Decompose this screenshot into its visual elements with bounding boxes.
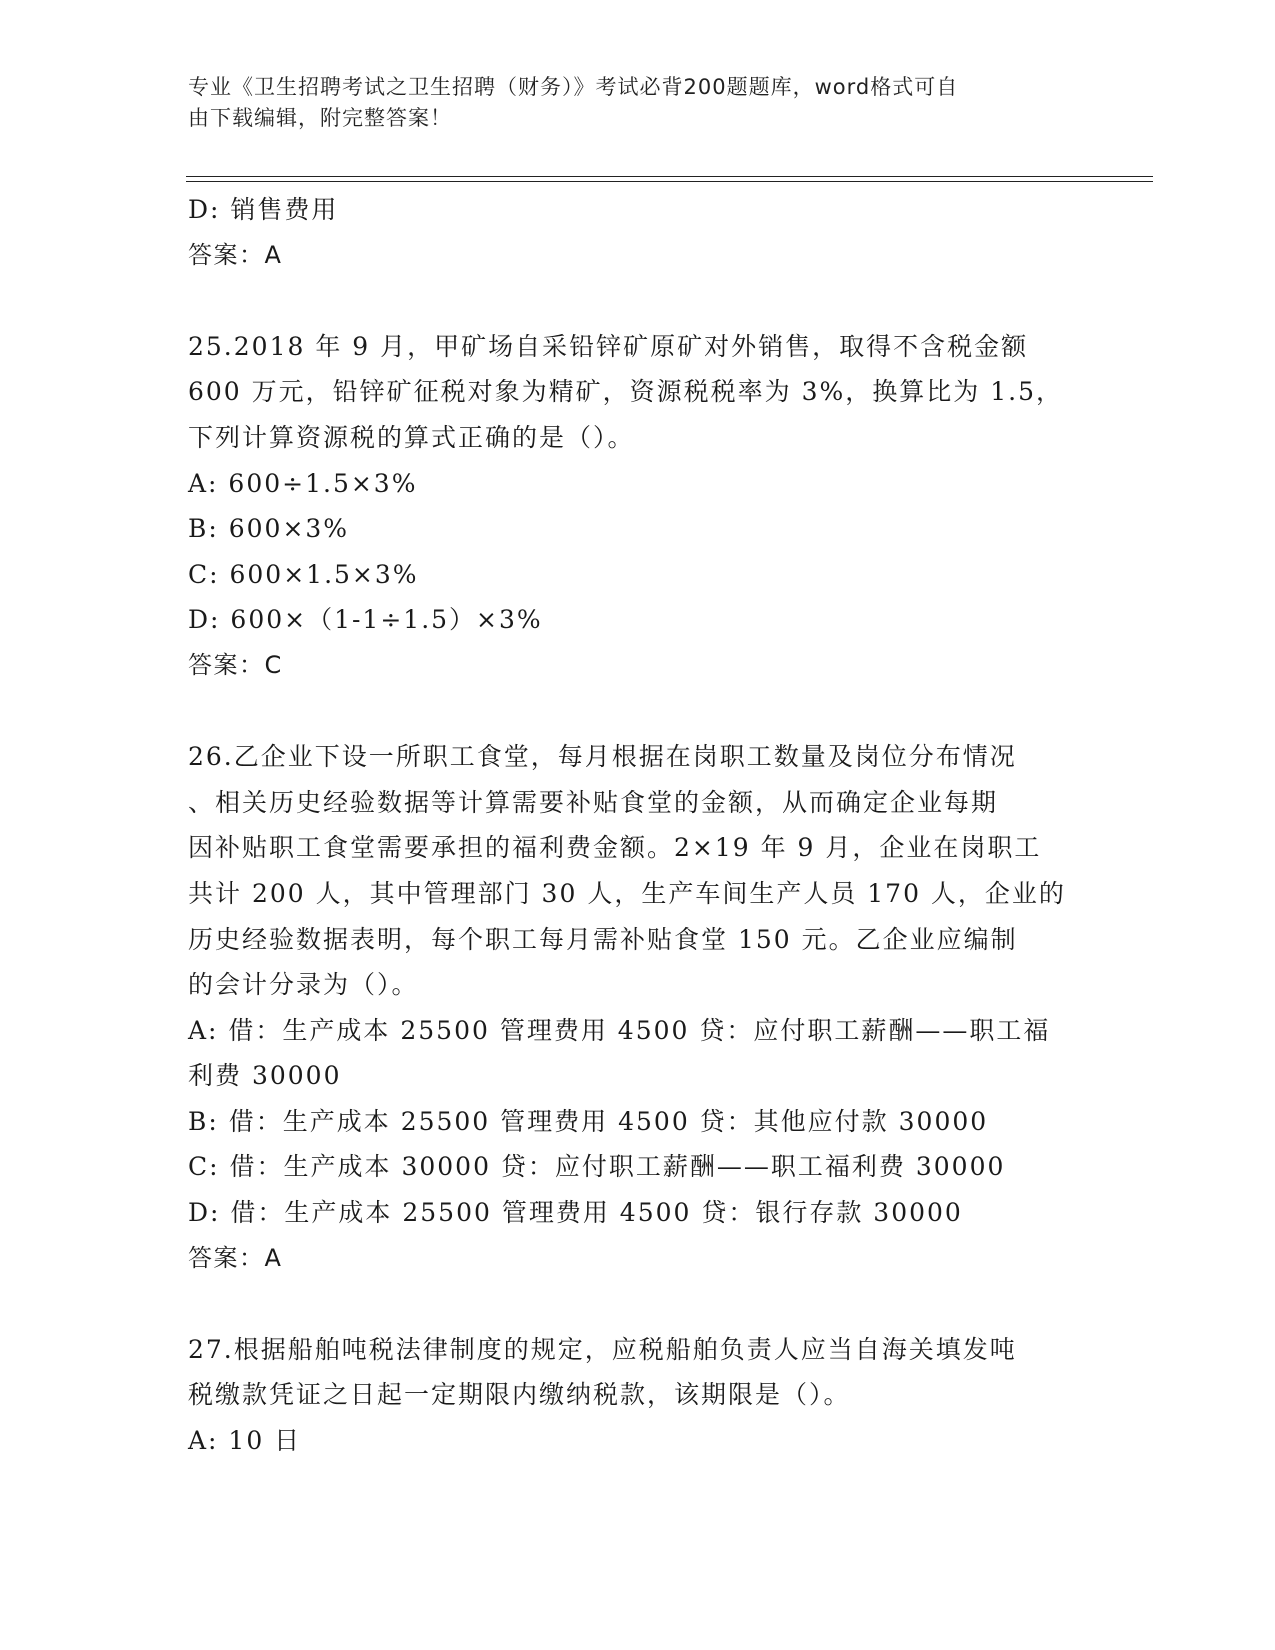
q26-option-a-continued: 利费 30000 [188,1061,342,1091]
page-header [188,72,1068,134]
q24-answer: 答案：A [188,240,283,269]
header-divider-top [186,176,1153,177]
q25-stem-line: 25.2018 年 9 月，甲矿场自采铅锌矿原矿对外销售，取得不含税金额 [188,331,1029,361]
q25-stem-line: 600 万元，铅锌矿征税对象为精矿，资源税税率为 3%，换算比为 1.5， [188,377,1063,407]
q26-stem-line: 历史经验数据表明，每个职工每月需补贴食堂 150 元。乙企业应编制 [188,924,1018,954]
q27-option-a: A: 10 日 [188,1426,302,1456]
q26-stem-line: 26.乙企业下设一所职工食堂，每月根据在岗职工数量及岗位分布情况 [188,742,1017,772]
q27-stem-line: 27.根据船舶吨税法律制度的规定，应税船舶负责人应当自海关填发吨 [188,1334,1017,1364]
q26-stem-line: 的会计分录为（）。 [188,970,419,1000]
q25-answer: 答案：C [188,650,283,679]
q26-option-c: C: 借：生产成本 30000 贷：应付职工薪酬——职工福利费 30000 [188,1152,1006,1182]
q25-option-c: C: 600×1.5×3% [188,559,419,589]
q25-option-b: B: 600×3% [188,514,350,544]
q25-stem-line: 下列计算资源税的算式正确的是（）。 [188,422,635,452]
header-title-line-2: 由下载编辑，附完整答案！ [188,106,452,130]
q27-stem-line: 税缴款凭证之日起一定期限内缴纳税款，该期限是（）。 [188,1380,851,1410]
question-content [188,187,1088,1464]
q26-stem-line: 、相关历史经验数据等计算需要补贴食堂的金额，从而确定企业每期 [188,787,999,817]
q26-option-d: D: 借：生产成本 25500 管理费用 4500 贷：银行存款 30000 [188,1198,963,1228]
q25-option-d: D: 600×（1-1÷1.5）×3% [188,605,543,635]
q26-stem-line: 因补贴职工食堂需要承担的福利费金额。2×19 年 9 月，企业在岗职工 [188,833,1042,863]
header-divider-bottom [186,181,1153,182]
q26-option-b: B: 借：生产成本 25500 管理费用 4500 贷：其他应付款 30000 [188,1106,989,1136]
q25-option-a: A: 600÷1.5×3% [188,468,418,498]
q26-option-a: A: 借：生产成本 25500 管理费用 4500 贷：应付职工薪酬——职工福 [188,1015,1051,1045]
header-title-line-1: 专业《卫生招聘考试之卫生招聘（财务）》考试必背200题题库，word格式可自 [188,75,959,99]
q24-option-d: D: 销售费用 [188,195,339,224]
q26-answer: 答案：A [188,1243,283,1272]
q26-stem-line: 共计 200 人，其中管理部门 30 人，生产车间生产人员 170 人，企业的 [188,878,1066,908]
